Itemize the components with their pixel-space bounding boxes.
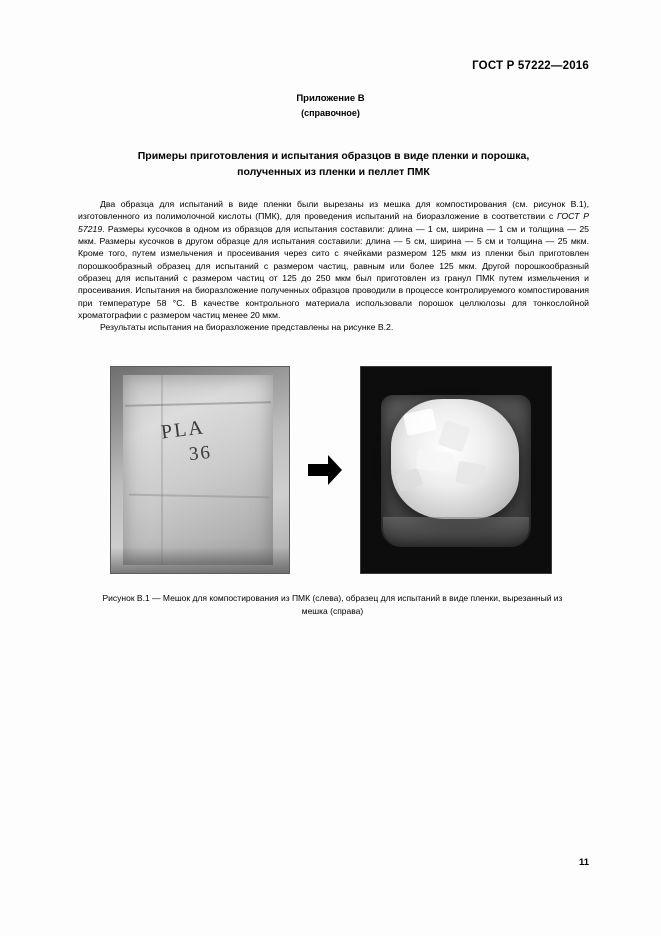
arrow-head — [328, 455, 342, 485]
figure-caption — [96, 592, 569, 618]
photo-film-sample — [360, 366, 552, 574]
paragraph-1-part-1: Два образца для испытаний в виде пленки были вырезаны из мешка для компостирования (см. рисунок В.1), изготовленного из полимолочной кислоты (ПМК), для проведения испытаний на биоразложение в соответствии с — [78, 199, 589, 222]
body-text — [78, 198, 589, 334]
appendix-sublabel: (справочное) — [301, 108, 360, 118]
tray-rim — [383, 517, 529, 547]
figure-b1 — [0, 366, 661, 574]
arrow-right-icon — [308, 450, 342, 490]
photo-compost-bag — [110, 366, 290, 574]
page-number: 11 — [578, 857, 589, 868]
figure-caption-line-1: Рисунок В.1 — Мешок для компостирования из ПМК (слева), образец для испытаний в виде пленки, — [102, 593, 501, 603]
bag-shadow — [111, 547, 289, 573]
page-title-line-1: Примеры приготовления и испытания образцов в виде пленки и порошка, — [137, 150, 530, 162]
paragraph-1-part-2: . Размеры кусочков в одном из образцов для испытания составили: длина — 1 см, ширина — 1 см и толщина — 25 мкм. Размеры кусочков в другом образце для испытания составили: длина — 5 см, ширина — 5 см и толщина — 25 мкм. Кроме того, путем измельчения и просеивания через сито с ячейками размером 125 мкм из пленки был приготовлен порошкообразный образец для испытаний с размером частиц, равным или более 125 мкм. Другой порошкообразный образец для испытаний с размером частиц от 125 до 250 мкм был приготовлен из гранул ПМК путем измельчения и просеивания. Испытания на биоразложение полученных образцов проводили в процессе контролируемого компостирования при температуре 58 °C. В качестве контрольного материала использовали порошок целлюлозы для тонкослойной хроматографии с размером частиц менее 20 мкм. — [78, 223, 589, 321]
appendix-label: Приложение В — [296, 93, 365, 104]
figure-caption-line-2: вырезанный из мешка (справа) — [301, 593, 563, 616]
arrow-shaft — [308, 464, 330, 476]
sample-piece — [416, 449, 454, 473]
page-title — [78, 148, 589, 181]
standard-reference: ГОСТ Р 57219 — [78, 211, 589, 234]
bag-marking-line-1: PLA — [159, 416, 206, 444]
paragraph-2: Результаты испытания на биоразложение представлены на рисунке В.2. — [100, 322, 394, 333]
page-title-line-2: полученных из пленки и пеллет ПМК — [237, 166, 430, 179]
bag-marking-line-2: 36 — [187, 441, 213, 466]
sample-piece — [455, 461, 486, 488]
document-header: ГОСТ Р 57222—2016 — [472, 60, 589, 72]
paragraph-1 — [78, 198, 589, 321]
